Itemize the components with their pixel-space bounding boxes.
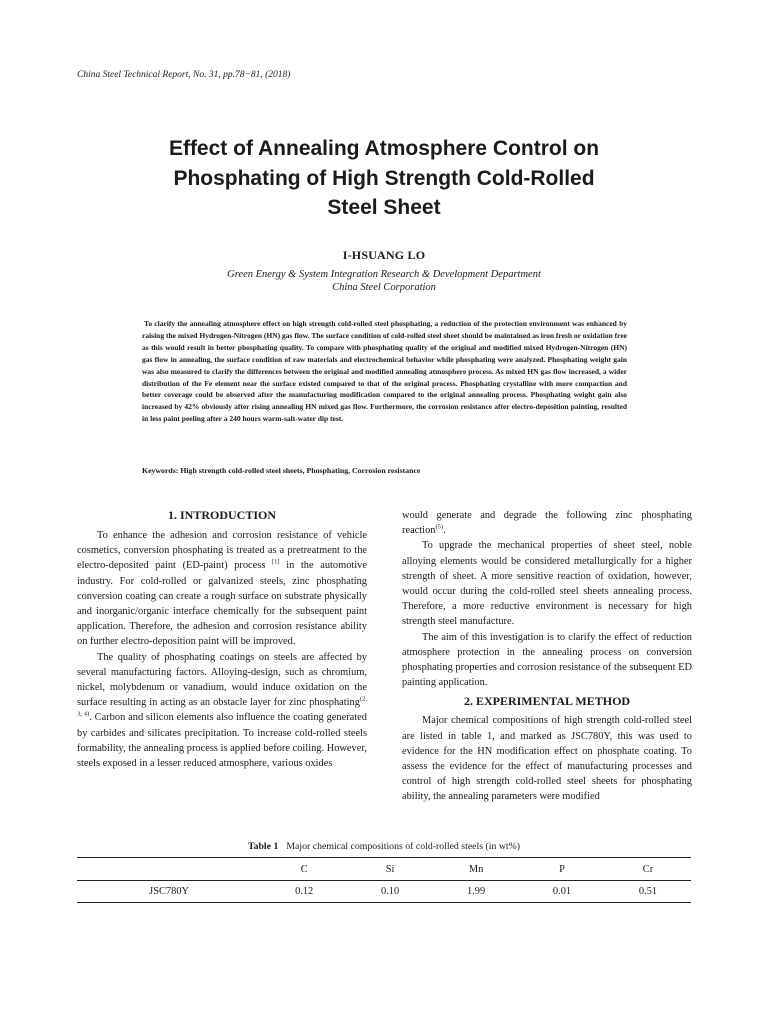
reference-marker: (5)	[435, 523, 444, 531]
table-row	[77, 880, 691, 902]
paragraph: To enhance the adhesion and corrosion resistance of vehicle cosmetics, conversion phosphating is treated as a pretreatment to the electro-deposited paint (ED-paint) process [1] in the automotive industry. For cold-rolled or galvanized steels, zinc phosphating conversion coating can create a rough surface on substrate physically and inorganic/organic interface chemically for the subsequent paint application. Therefore, the adhesion and corrosion resistance ability on further electro-deposition paint will be improved.	[77, 530, 367, 648]
left-column	[77, 507, 367, 771]
title-line: Effect of Annealing Atmosphere Control on	[168, 137, 600, 160]
table-header-cell: Si	[385, 863, 395, 875]
table-cell: JSC780Y	[149, 885, 190, 897]
table-header-cell: P	[559, 863, 565, 875]
paragraph: The aim of this investigation is to clarify the effect of reduction atmosphere protection in the annealing process on conversion phosphating properties and corrosion resistance of the subsequent ED painting application.	[402, 631, 692, 689]
paragraph: To upgrade the mechanical properties of sheet steel, noble alloying elements would be considered metallurgically for a higher strength of sheet. A more sensitive reaction of oxidation, however, would occur during the cold-rolled steel sheets annealing process. Therefore, a more reductive environment is necessary for high strength steel manufacture.	[402, 540, 692, 628]
reference-marker: (2, 3, 4)	[77, 695, 367, 718]
table-label: Table 1	[247, 841, 279, 852]
author-name: I-HSUANG LO	[342, 248, 426, 262]
table-header-cell: C	[300, 863, 308, 875]
table-header-row	[77, 858, 691, 880]
table-cell: 1.99	[466, 885, 486, 897]
table-cell: 0.51	[638, 885, 658, 897]
table-cell: 0.10	[381, 885, 400, 897]
table-header-cell	[77, 858, 261, 880]
paper-title	[60, 134, 708, 223]
table-bottom-rule	[77, 902, 691, 903]
title-line: Phosphating of High Strength Cold-Rolled	[173, 166, 595, 190]
table-cell: 0.12	[295, 885, 314, 897]
affiliation-company: China Steel Corporation	[332, 282, 436, 293]
table-caption-text: Major chemical compositions of cold-rolled steels (in wt%)	[286, 841, 521, 852]
author-affiliation	[0, 268, 768, 294]
abstract: To clarify the annealing atmosphere effect on high strength cold-rolled steel phosphating, a reduction of the protection environment was enhanced by raising the mixed Hydrogen-Nitrogen (HN) gas flow. The surface condition of cold-rolled steel sheet should be maintained as iron fresh or oxidation free as this would result in better phosphating quality. To compare with phosphating quality of the original and modified mixed Hydrogen-Nitrogen (HN) gas flow in annealing, the surface condition of raw materials and electrochemical behavior while phosphating were analyzed. Phosphating weight gain was also measured to clarify the differences between the original and modified annealing atmosphere process. As mixed HN gas flow increased, a wider distribution of the Fe element near the surface existed compared to that of the original process. Phosphating crystalline with more compaction and better coverage could be observed after the manufacturing modification compared to the original annealing process. Phosphating weight gain also increased by 42% obviously after rising annealing HN mixed gas flow. Furthermore, the corrosion resistance after electro-deposition painting, resulted in less paint peeling after a 240 hours warm-salt-water dip test.	[142, 319, 627, 424]
table-header-cell: Mn	[468, 863, 484, 875]
table-cell: 0.01	[552, 885, 572, 897]
table-mid-rule	[77, 880, 691, 881]
table-caption	[77, 841, 691, 852]
paragraph: Major chemical compositions of high strength cold-rolled steel are listed in table 1, and marked as JSC780Y, this was used to evidence for the HN modification effect on phosphate coating. To assess the evidence for the effect of manufacturing processes and control of high strength cold-rolled steel sheets for phosphating ability, the annealing parameters were modified	[402, 715, 692, 803]
keywords: Keywords: High strength cold-rolled steel sheets, Phosphating, Corrosion resistance	[142, 466, 421, 475]
right-column	[402, 508, 692, 805]
reference-marker: [1]	[272, 558, 280, 566]
section-heading-experimental-method: 2. EXPERIMENTAL METHOD	[463, 694, 631, 709]
affiliation-department: Green Energy & System Integration Research & Development Department	[227, 269, 541, 280]
paragraph: would generate and degrade the following zinc phosphating reaction$^{(5)}$.	[402, 510, 692, 537]
table-header-cell: Cr	[642, 863, 654, 875]
title-line: Steel Sheet	[327, 196, 441, 219]
journal-citation: China Steel Technical Report, No. 31, pp.78−81, (2018)	[77, 70, 291, 80]
paragraph: The quality of phosphating coatings on steels are affected by several manufacturing factors. Alloying-design, such as chromium, nickel, molybdenum or vanadium, would induce oxidation on the surface resulting in acting as an obstacle layer for zinc phosphating$^{(2, 3, 4)}$. Carbon and silicon elements also influence the coating generated by carbides and silicates precipitation. To increase cold-rolled steels formability, the annealing process is applied before coiling. However, steels exposed in a lesser reduced atmosphere, various oxides	[77, 651, 367, 770]
section-heading-introduction: 1. INTRODUCTION	[167, 508, 276, 522]
